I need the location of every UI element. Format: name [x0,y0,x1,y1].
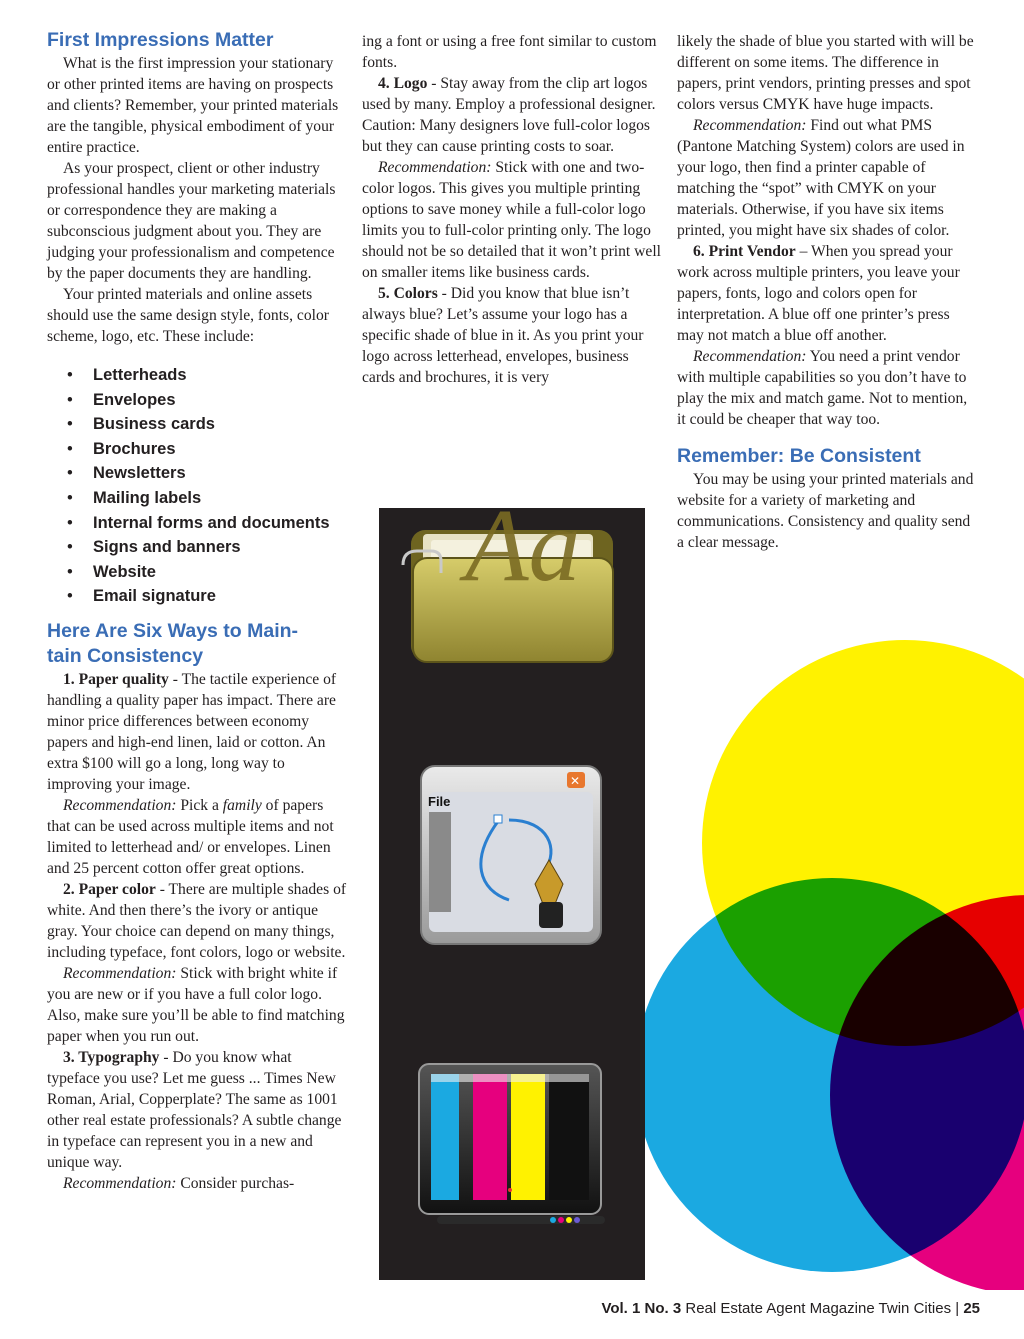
list-item: • Brochures [47,437,347,462]
paragraph: likely the shade of blue you started with will be different on some items. The difference in papers, print vendors, printing presses and spot colors versus CMYK have huge impacts. [677,33,974,113]
paragraph: ing a font or using a free font similar to custom fonts. [362,33,657,71]
icon-illustrations [379,470,645,1290]
paragraph-paper-color: 2. Paper color - There are multiple shades of white. And then there’s the ivory or antique gray. Your choice can depend on many things, including typeface, font colors, logo or website. [47,880,347,961]
bullet-glyph: • [67,366,73,384]
paragraph-print-vendor: 6. Print Vendor – When you spread your work across multiple printers, you leave your papers, fonts, logo and colors open for interpretation. A blue off one printer’s press may not match a blue off another. [677,243,960,344]
list-item: • Mailing labels [47,486,347,511]
recommendation: Recommendation: Stick with one and two-color logos. This gives you multiple printing options to save money while a full-color logo limits you to full-color printing only. The logo should not be so detailed that it won’t print well on smaller items like business cards. [362,159,661,281]
folder-icon [403,488,613,662]
recommendation: Recommendation: Consider purchas- [63,1174,295,1192]
bullet-glyph: • [67,488,73,507]
paragraph: What is the first impression your stationary or other printed items are having on prospects and clients? Remember, your printed materials are the tangible, physical embodiment of your entire practice. [47,55,339,156]
heading-be-consistent: Remember: Be Consistent [677,445,921,467]
paragraph-colors: 5. Colors - Did you know that blue isn’t always blue? Let’s assume your logo has a specific shade of blue in it. As you print your logo across letterhead, envelopes, business cards and brochures, it is very [362,285,644,386]
recommendation: Recommendation: Pick a family of papers that can be used across multiple items and not limited to letterhead and/ or envelopes. Linen and 25 percent cotton offer great options. [47,796,334,877]
page-number: 25 [963,1300,980,1317]
recommendation: Recommendation: Find out what PMS (Pantone Matching System) colors are used in your logo, then find a printer capable of matching the “spot” with CMYK on your materials. Otherwise, if you have six items printed, you might have six shades of color. [677,117,965,239]
paragraph: You may be using your printed materials and website for a variety of marketing and communications. Consistency and quality send a clear message. [677,471,974,551]
bullet-glyph: • [67,587,73,606]
list-item: • Newsletters [47,461,347,486]
list-item: • Signs and banners [47,535,347,560]
svg-text:✕: ✕ [570,774,581,788]
recommendation: Recommendation: Stick with bright white if you are new or if you have a full color logo. Also, make sure you’ll be able to find matching paper when you run out. [47,964,345,1045]
folder-letters: Aa [465,488,581,603]
list-item: • Email signature [47,584,347,609]
column-3 [677,31,977,553]
paragraph-logo: 4. Logo - Stay away from the clip art logos used by many. Employ a professional designer. Caution: Many designers love full-color logos but they can cause printing costs to soar. [362,75,656,155]
paragraph-typography: 3. Typography - Do you know what typeface you use? Let me guess ... Times New Roman, Arial, Copperplate? The same as 1001 other real estate professionals? A subtle change in typeface can represent you in a new and unique way. [47,1048,342,1171]
pen-tool-window-icon [421,766,601,944]
file-menu-label: File [428,794,451,809]
paragraph: As your prospect, client or other industry professional handles your marketing materials or correspondence they are making a subconscious judgment about you. They are judging your professionalism and competence by the paper documents they are handling. [47,160,336,282]
bullet-glyph: • [67,390,73,409]
list-item: • Letterheads [47,363,347,388]
list-item: • Envelopes [47,388,347,413]
list-item: • Business cards [47,412,347,437]
heading-first-impressions: First Impressions Matter [47,29,274,51]
heading-six-ways: Here Are Six Ways to Main- tain Consistency [47,619,299,667]
tool-palette [429,812,451,912]
issue-label: Vol. 1 No. 3 [601,1300,682,1317]
page-footer: Vol. 1 No. 3 Real Estate Agent Magazine Twin Cities | 25 [601,1300,980,1317]
list-item: • Website [47,560,347,585]
bullet-glyph: • [67,513,73,532]
bullet-glyph: • [67,415,73,434]
recommendation: Recommendation: You need a print vendor with multiple capabilities so you don’t have to play the mix and match game. Not to mention, it could be cheaper that way too. [677,348,968,428]
materials-list [47,363,347,609]
list-item: • Internal forms and documents [47,511,347,536]
column-1 [47,28,347,1194]
bullet-glyph: • [67,464,73,483]
paragraph: Your printed materials and online assets should use the same design style, fonts, color scheme, logo, etc. These include: [47,286,329,345]
monitor-icon [419,1064,605,1224]
bullet-glyph: • [67,538,73,557]
column-2 [362,31,664,388]
paragraph-paper-quality: 1. Paper quality - The tactile experience of handling a quality paper has impact. There are minor price differences between economy papers and high-end linen, laid or cotton. An extra $100 will go a long, long way to improving your image. [47,670,337,793]
bullet-glyph: • [67,439,73,458]
magazine-name: Real Estate Agent Magazine Twin Cities [681,1300,952,1317]
bullet-glyph: • [67,562,73,581]
